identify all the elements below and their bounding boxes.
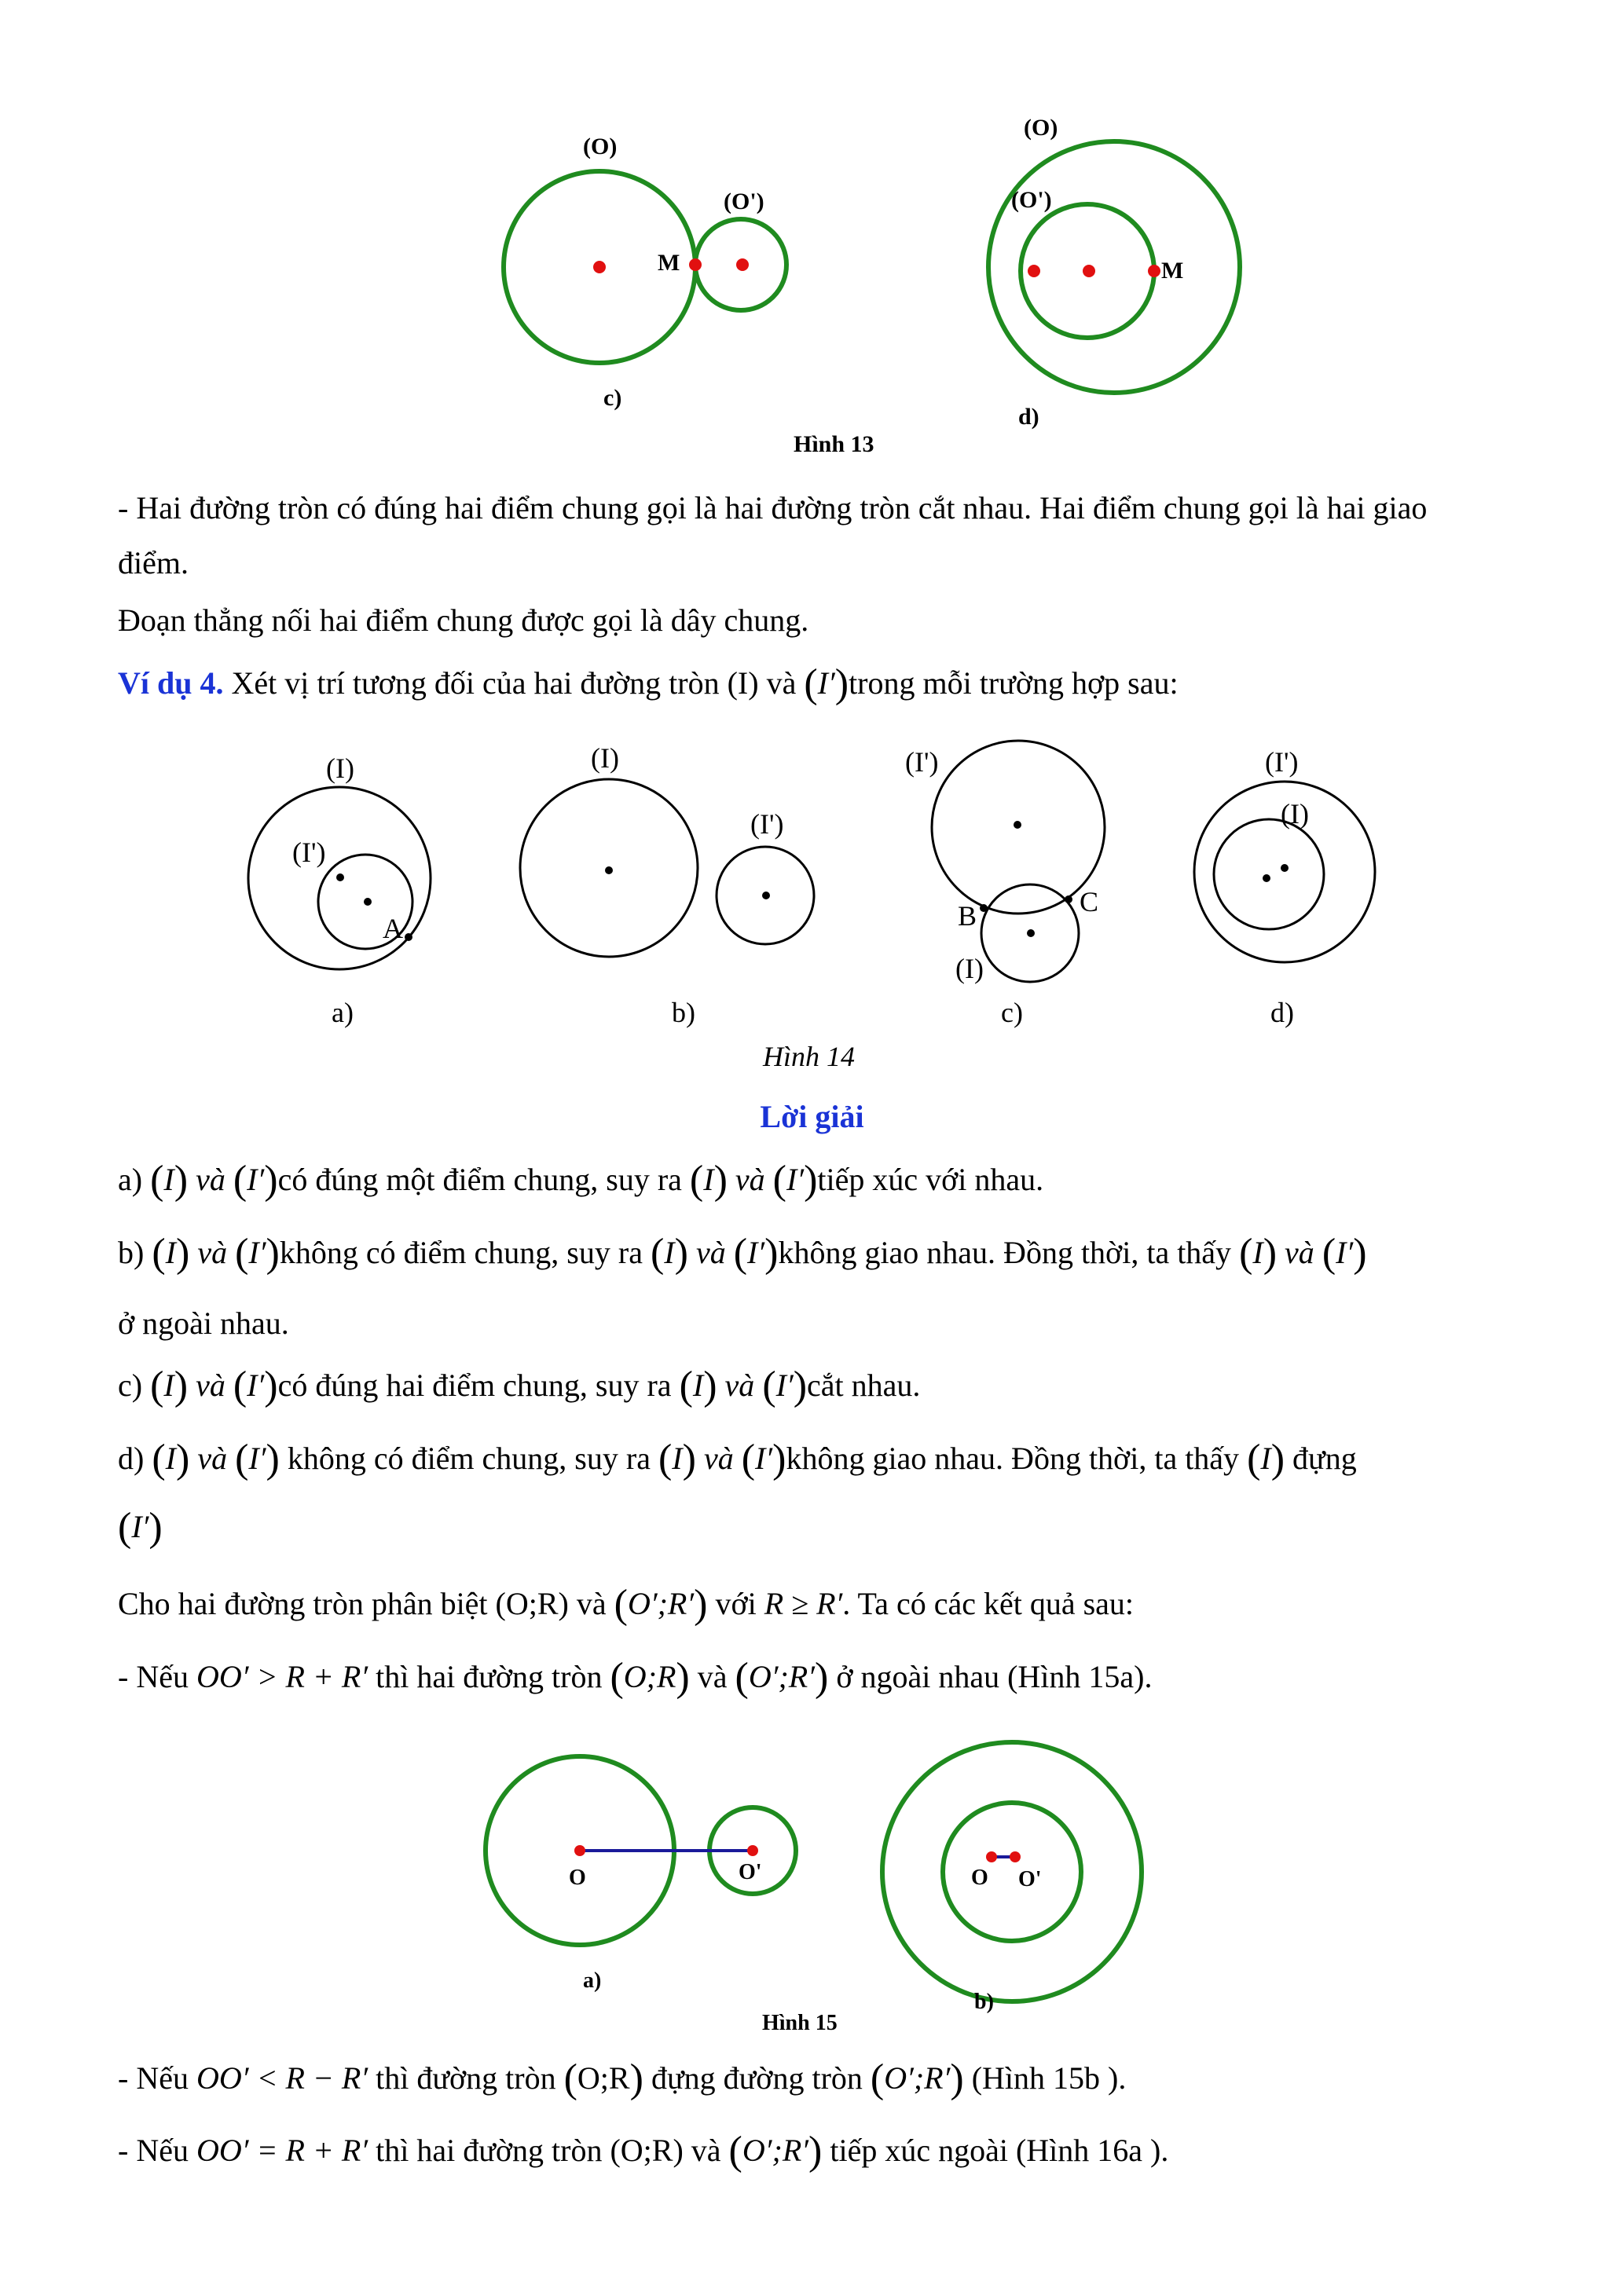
word-va: và bbox=[196, 1368, 225, 1403]
figure-15 bbox=[486, 1742, 1142, 2035]
sublabel-b: b) bbox=[974, 1990, 994, 2014]
theory-text: ở ngoài nhau (Hình 15a). bbox=[836, 1659, 1153, 1694]
math-i: I bbox=[165, 1235, 176, 1270]
point-o-prime bbox=[1010, 1851, 1021, 1862]
solution-b-line2: ở ngoài nhau. bbox=[118, 1305, 289, 1341]
circle-o bbox=[882, 1742, 1142, 2001]
solution-text: không có điểm chung, suy ra bbox=[287, 1441, 651, 1476]
math-i-prime: I′ bbox=[755, 1441, 773, 1476]
label-o-prime: O' bbox=[739, 1860, 762, 1884]
math-i: I bbox=[1252, 1235, 1263, 1270]
word-va: và bbox=[197, 1235, 228, 1270]
word-va: và bbox=[695, 1235, 726, 1270]
math-i-prime: I′ bbox=[747, 1235, 765, 1270]
label-i-prime: (I') bbox=[292, 837, 326, 868]
theory-rule-3: - Nếu OO′ = R + R′ thì hai đường tròn (O;R) và (O′;R′) tiếp xúc ngoài (Hình 16a ). bbox=[118, 2129, 1169, 2173]
theory-rule-2: - Nếu OO′ < R − R′ thì đường tròn (O;R) đựng đường tròn (O′;R′) (Hình 15b ). bbox=[118, 2056, 1127, 2101]
math-i-prime: I′ bbox=[817, 665, 835, 701]
theory-text: - Nếu bbox=[118, 2060, 189, 2096]
label-o-prime: O' bbox=[1018, 1867, 1042, 1891]
word-va: và bbox=[724, 1368, 755, 1403]
theory-text: thì đường tròn bbox=[376, 2060, 556, 2096]
sublabel-d: d) bbox=[1270, 997, 1294, 1028]
label-i: (I) bbox=[326, 753, 354, 784]
figure-14d bbox=[1194, 746, 1375, 1028]
solution-text: có đúng một điểm chung, suy ra bbox=[277, 1162, 682, 1197]
example-text-b: trong mỗi trường hợp sau: bbox=[849, 665, 1179, 701]
point-b bbox=[980, 904, 988, 912]
word-va: và bbox=[197, 1441, 228, 1476]
solution-text: tiếp xúc với nhau. bbox=[817, 1162, 1044, 1197]
figure-14 bbox=[248, 741, 1375, 1072]
label-o: O bbox=[971, 1866, 988, 1890]
solution-b-line1: b) (I) và (I′)không có điểm chung, suy ra (I) và (I′)không giao nhau. Đồng thời, ta thấy (I) và (I′) bbox=[118, 1231, 1367, 1276]
word-va: và bbox=[196, 1162, 225, 1197]
theory-rule-1: - Nếu OO′ > R + R′ thì hai đường tròn (O;R) và (O′;R′) ở ngoài nhau (Hình 15a). bbox=[118, 1655, 1153, 1700]
math-i: I bbox=[672, 1441, 683, 1476]
theory-intro: Cho hai đường tròn phân biệt (O;R) và (O′;R′) với R ≥ R′. Ta có các kết quả sau: bbox=[118, 1582, 1135, 1627]
circle-o-prime bbox=[943, 1803, 1081, 1941]
word-va: và bbox=[697, 1659, 728, 1694]
point-center-o bbox=[593, 261, 606, 273]
figure-13 bbox=[504, 115, 1240, 457]
math-condition: OO′ = R + R′ bbox=[196, 2133, 368, 2168]
point-m bbox=[1148, 265, 1160, 277]
word-va: và bbox=[1285, 1235, 1314, 1270]
item-label: a) bbox=[118, 1162, 143, 1197]
theory-text: tiếp xúc ngoài (Hình 16a ). bbox=[830, 2133, 1169, 2168]
label-i: (I) bbox=[955, 953, 984, 984]
label-i-prime: (I') bbox=[750, 808, 784, 840]
word-va: và bbox=[735, 1162, 765, 1197]
solution-text: không giao nhau. Đồng thời, ta thấy bbox=[786, 1441, 1240, 1476]
solution-d-line1: d) (I) và (I′) không có điểm chung, suy ra (I) và (I′)không giao nhau. Đồng thời, ta thấy (I) đựng bbox=[118, 1437, 1357, 1481]
math-i-prime: I′ bbox=[131, 1509, 149, 1544]
math-i-prime: I′ bbox=[247, 1162, 265, 1197]
point-center-o-prime bbox=[1028, 265, 1040, 277]
solution-text: không giao nhau. Đồng thời, ta thấy bbox=[778, 1235, 1232, 1270]
math-o-prime-r-prime: O′;R′ bbox=[884, 2060, 951, 2096]
point-c bbox=[1065, 895, 1072, 903]
label-o: O bbox=[569, 1866, 586, 1890]
math-i-prime: I′ bbox=[775, 1368, 794, 1403]
point-center-i-prime bbox=[1014, 821, 1021, 829]
paragraph-day-chung: Đoạn thẳng nối hai điểm chung được gọi là dây chung. bbox=[118, 602, 809, 638]
label-i: (I) bbox=[1281, 798, 1309, 829]
paragraph-cat-nhau-line1: - Hai đường tròn có đúng hai điểm chung gọi là hai đường tròn cắt nhau. Hai điểm chung gọi là hai giao bbox=[118, 490, 1428, 525]
solution-text: có đúng hai điểm chung, suy ra bbox=[277, 1368, 672, 1403]
circle-i bbox=[1214, 819, 1324, 929]
theory-text: thì hai đường tròn bbox=[376, 2133, 603, 2168]
math-o-r: (O;R) bbox=[610, 2133, 684, 2168]
sublabel-a: a) bbox=[583, 1968, 602, 1993]
point-center-o-prime bbox=[736, 258, 749, 271]
sublabel-c: c) bbox=[603, 385, 622, 411]
sublabel-c: c) bbox=[1001, 997, 1023, 1028]
math-o-r: O;R bbox=[623, 1659, 676, 1694]
math-i: I bbox=[163, 1368, 174, 1403]
sublabel-b: b) bbox=[672, 997, 695, 1028]
figure-14a bbox=[248, 753, 431, 1028]
math-i: I bbox=[692, 1368, 704, 1403]
point-o-prime bbox=[747, 1845, 758, 1856]
sublabel-a: a) bbox=[332, 997, 354, 1028]
label-o: (O) bbox=[583, 134, 618, 159]
example-label: Ví dụ 4. bbox=[118, 665, 224, 701]
paragraph-cat-nhau-line2: điểm. bbox=[118, 545, 189, 580]
math-i: I bbox=[165, 1441, 176, 1476]
label-o-prime: (O') bbox=[1011, 187, 1052, 213]
math-i-prime: I′ bbox=[248, 1441, 266, 1476]
label-i-prime: (I') bbox=[905, 746, 939, 778]
point-a bbox=[405, 933, 412, 941]
point-o bbox=[986, 1851, 997, 1862]
item-label: b) bbox=[118, 1235, 145, 1270]
math-i: I bbox=[664, 1235, 675, 1270]
point-o bbox=[574, 1845, 585, 1856]
math-o-prime-r-prime: O′;R′ bbox=[742, 2133, 809, 2168]
point-center-1 bbox=[336, 873, 344, 881]
point-center-i bbox=[605, 866, 613, 874]
label-o-prime: (O') bbox=[724, 189, 764, 214]
math-condition: OO′ < R − R′ bbox=[196, 2060, 368, 2096]
point-center-i bbox=[1027, 929, 1035, 937]
theory-text: đựng đường tròn bbox=[651, 2060, 863, 2096]
word-va: và bbox=[703, 1441, 734, 1476]
label-b: B bbox=[958, 900, 977, 932]
math-condition: OO′ > R + R′ bbox=[196, 1659, 368, 1694]
point-center-o bbox=[1083, 265, 1095, 277]
solution-text: cắt nhau. bbox=[807, 1368, 921, 1403]
theory-text: - Nếu bbox=[118, 2133, 189, 2168]
figure-14b bbox=[520, 742, 814, 1028]
theory-text: (Hình 15b ). bbox=[971, 2060, 1127, 2096]
solution-text: không có điểm chung, suy ra bbox=[279, 1235, 643, 1270]
label-i: (I) bbox=[591, 742, 619, 774]
caption-hinh-14: Hình 14 bbox=[763, 1041, 855, 1072]
figure-15a bbox=[486, 1756, 796, 1993]
label-c: C bbox=[1080, 886, 1099, 917]
figure-13d bbox=[988, 115, 1240, 430]
label-a: A bbox=[383, 913, 403, 944]
theory-text: Cho hai đường tròn phân biệt bbox=[118, 1586, 488, 1621]
math-o-r: O;R bbox=[577, 2060, 630, 2096]
caption-hinh-15: Hình 15 bbox=[762, 2011, 838, 2035]
theory-text: thì hai đường tròn bbox=[376, 1659, 603, 1694]
theory-text: - Nếu bbox=[118, 1659, 189, 1694]
point-center-i-prime bbox=[762, 892, 770, 899]
math-i-prime: I′ bbox=[786, 1162, 805, 1197]
circle-o bbox=[988, 141, 1240, 393]
math-i-prime: I′ bbox=[1336, 1235, 1354, 1270]
item-label: c) bbox=[118, 1368, 143, 1403]
example-4-heading: Ví dụ 4. Xét vị trí tương đối của hai đường tròn (I) và (I′)trong mỗi trường hợp sau: bbox=[118, 661, 1179, 706]
label-m: M bbox=[658, 250, 680, 276]
figure-14c bbox=[905, 741, 1105, 1028]
solution-d-line2: (I′) bbox=[118, 1505, 163, 1550]
item-label: d) bbox=[118, 1441, 145, 1476]
point-m bbox=[689, 258, 702, 271]
math-i: I bbox=[163, 1162, 174, 1197]
solution-text: đựng bbox=[1292, 1441, 1357, 1476]
figure-13c bbox=[504, 134, 786, 411]
math-o-prime-r-prime: O′;R′ bbox=[748, 1659, 815, 1694]
math-i-prime: I′ bbox=[247, 1368, 265, 1403]
theory-text: . Ta có các kết quả sau: bbox=[842, 1586, 1135, 1621]
point-center-i-prime bbox=[1281, 864, 1289, 872]
math-o-prime-r-prime: O′;R′ bbox=[627, 1586, 695, 1621]
point-center-i bbox=[1263, 874, 1270, 882]
example-text-a: Xét vị trí tương đối của hai đường tròn (I) và bbox=[231, 665, 797, 701]
label-o: (O) bbox=[1024, 115, 1058, 141]
label-m: M bbox=[1161, 258, 1184, 284]
solution-a: a) (I) và (I′)có đúng một điểm chung, suy ra (I) và (I′)tiếp xúc với nhau. bbox=[118, 1158, 1044, 1203]
figure-15b bbox=[882, 1742, 1142, 2014]
word-va: và bbox=[576, 1586, 607, 1621]
caption-hinh-13: Hình 13 bbox=[794, 431, 874, 457]
math-i: I bbox=[703, 1162, 714, 1197]
math-i: I bbox=[1260, 1441, 1271, 1476]
word-voi: với bbox=[715, 1586, 757, 1621]
point-center-2 bbox=[364, 898, 372, 906]
math-condition: R ≥ R′ bbox=[764, 1586, 843, 1621]
sublabel-d: d) bbox=[1018, 404, 1039, 430]
label-i-prime: (I') bbox=[1265, 746, 1299, 778]
solution-title: Lời giải bbox=[760, 1099, 864, 1134]
word-va: và bbox=[691, 2133, 721, 2168]
math-o-r: (O;R) bbox=[495, 1586, 569, 1621]
math-i-prime: I′ bbox=[248, 1235, 266, 1270]
solution-c: c) (I) và (I′)có đúng hai điểm chung, suy ra (I) và (I′)cắt nhau. bbox=[118, 1364, 921, 1408]
